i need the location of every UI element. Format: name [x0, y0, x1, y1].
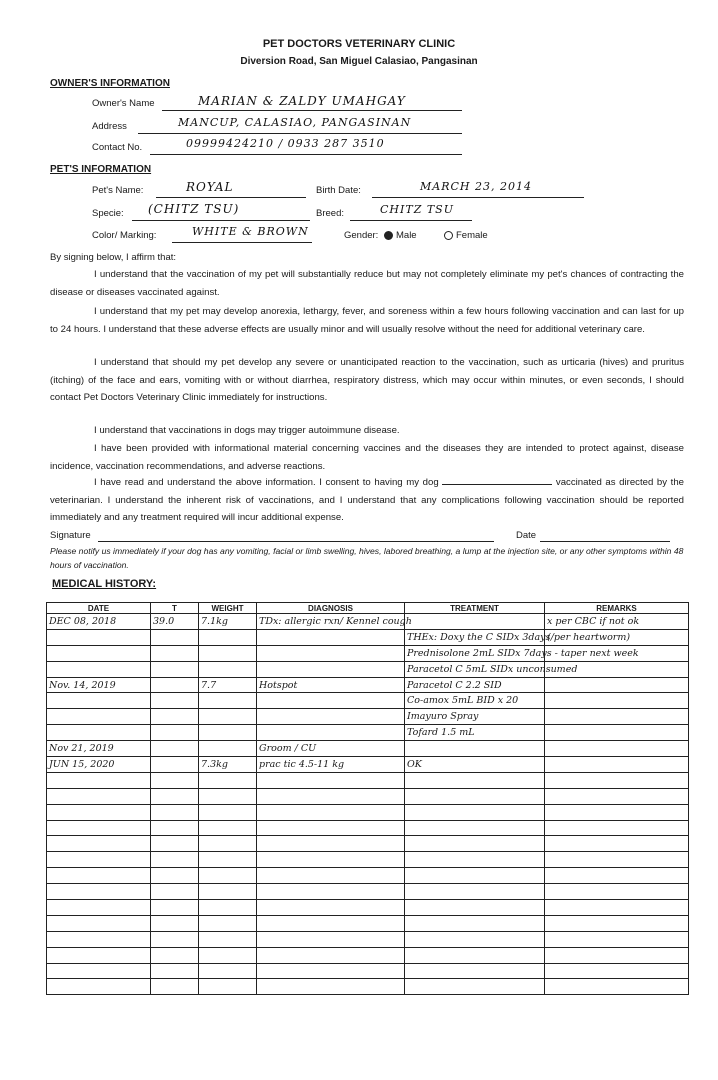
- cell-diagnosis[interactable]: [257, 772, 405, 788]
- table-row: [47, 677, 689, 693]
- table-row: [47, 963, 689, 979]
- cell-weight[interactable]: [199, 693, 257, 709]
- cell-date[interactable]: [47, 709, 151, 725]
- cell-temp[interactable]: [151, 820, 199, 836]
- cell-remarks[interactable]: [545, 931, 689, 947]
- table-row: [47, 836, 689, 852]
- cell-temp[interactable]: [151, 693, 199, 709]
- cell-treatment[interactable]: [405, 804, 545, 820]
- cell-diagnosis[interactable]: [257, 884, 405, 900]
- cell-weight[interactable]: [199, 868, 257, 884]
- cell-diagnosis[interactable]: Groom / CU: [257, 741, 405, 757]
- cell-treatment[interactable]: Prednisolone 2mL SIDx 7days - taper next week: [405, 645, 545, 661]
- cell-treatment[interactable]: [405, 852, 545, 868]
- consent-paragraph-5-text: I have been provided with informational material concerning vaccines and the diseases they are intended to protect against, disease incidence, vaccination recommendations, and adverse reactions.: [50, 443, 684, 472]
- pet-name-value[interactable]: ROYAL: [186, 180, 234, 194]
- cell-remarks[interactable]: [545, 900, 689, 916]
- cell-date[interactable]: JUN 15, 2020: [47, 757, 151, 773]
- cell-diagnosis[interactable]: [257, 661, 405, 677]
- cell-temp[interactable]: [151, 884, 199, 900]
- consent-paragraph-1-text: I understand that the vaccination of my pet will substantially reduce but may not completely eliminate my pet's chances of contracting the disease or diseases vaccinated against.: [50, 269, 684, 298]
- cell-diagnosis[interactable]: TDx: allergic rxn/ Kennel cough: [257, 614, 405, 630]
- color-marking-line: [172, 242, 312, 243]
- consent-paragraph-4-text: I understand that vaccinations in dogs may trigger autoimmune disease.: [94, 425, 400, 436]
- cell-remarks[interactable]: [545, 868, 689, 884]
- cell-weight[interactable]: [199, 709, 257, 725]
- cell-remarks[interactable]: [545, 725, 689, 741]
- table-row: [47, 788, 689, 804]
- cell-remarks[interactable]: [545, 741, 689, 757]
- gender-female-radio-icon[interactable]: [444, 231, 453, 240]
- cell-weight[interactable]: [199, 979, 257, 995]
- cell-date[interactable]: [47, 947, 151, 963]
- birth-date-value[interactable]: MARCH 23, 2014: [420, 180, 532, 193]
- header-temp: T: [151, 603, 199, 614]
- cell-temp[interactable]: [151, 900, 199, 916]
- cell-temp[interactable]: [151, 868, 199, 884]
- cell-weight[interactable]: [199, 931, 257, 947]
- cell-temp[interactable]: [151, 709, 199, 725]
- breed-line: [350, 220, 472, 221]
- cell-weight[interactable]: [199, 788, 257, 804]
- cell-weight[interactable]: [199, 947, 257, 963]
- cell-diagnosis[interactable]: [257, 629, 405, 645]
- cell-weight[interactable]: [199, 661, 257, 677]
- cell-treatment[interactable]: [405, 741, 545, 757]
- cell-weight[interactable]: [199, 820, 257, 836]
- cell-date[interactable]: [47, 820, 151, 836]
- cell-date[interactable]: [47, 836, 151, 852]
- table-row: [47, 725, 689, 741]
- owner-contact-value[interactable]: 09999424210 / 0933 287 3510: [186, 137, 385, 150]
- specie-line: [132, 220, 310, 221]
- cell-weight[interactable]: [199, 900, 257, 916]
- cell-treatment[interactable]: [405, 772, 545, 788]
- cell-temp[interactable]: [151, 725, 199, 741]
- cell-treatment[interactable]: [405, 820, 545, 836]
- gender-label: Gender:: [344, 230, 379, 241]
- cell-remarks[interactable]: [545, 804, 689, 820]
- cell-diagnosis[interactable]: [257, 725, 405, 741]
- cell-remarks[interactable]: [545, 963, 689, 979]
- owner-address-label: Address: [92, 121, 127, 132]
- cell-date[interactable]: [47, 661, 151, 677]
- specie-label: Specie:: [92, 208, 124, 219]
- cell-date[interactable]: Nov 21, 2019: [47, 741, 151, 757]
- birth-date-label: Birth Date:: [316, 185, 361, 196]
- medical-history-title: MEDICAL HISTORY:: [52, 578, 157, 590]
- cell-treatment[interactable]: Tofard 1.5 mL: [405, 725, 545, 741]
- cell-date[interactable]: [47, 804, 151, 820]
- cell-treatment[interactable]: [405, 884, 545, 900]
- gender-female-option[interactable]: [444, 230, 488, 241]
- consent-paragraph-6a-text: I have read and understand the above information. I consent to having my dog: [94, 477, 439, 488]
- header-treatment: TREATMENT: [405, 603, 545, 614]
- cell-temp[interactable]: [151, 804, 199, 820]
- cell-weight[interactable]: [199, 725, 257, 741]
- cell-diagnosis[interactable]: [257, 868, 405, 884]
- cell-date[interactable]: [47, 788, 151, 804]
- table-row: [47, 741, 689, 757]
- cell-diagnosis[interactable]: [257, 915, 405, 931]
- clinic-address: Diversion Road, San Miguel Calasiao, Pangasinan: [240, 56, 478, 67]
- table-row: [47, 915, 689, 931]
- cell-date[interactable]: [47, 645, 151, 661]
- cell-weight[interactable]: [199, 915, 257, 931]
- cell-diagnosis[interactable]: [257, 947, 405, 963]
- cell-diagnosis[interactable]: [257, 963, 405, 979]
- breed-value[interactable]: CHITZ TSU: [380, 203, 454, 216]
- cell-date[interactable]: [47, 629, 151, 645]
- birth-date-line: [372, 197, 584, 198]
- consent-paragraph-5: [50, 440, 684, 475]
- cell-treatment[interactable]: Imayuro Spray: [405, 709, 545, 725]
- cell-temp[interactable]: [151, 772, 199, 788]
- table-row: [47, 931, 689, 947]
- table-row: [47, 820, 689, 836]
- cell-treatment[interactable]: [405, 947, 545, 963]
- cell-diagnosis[interactable]: [257, 693, 405, 709]
- cell-diagnosis[interactable]: [257, 709, 405, 725]
- cell-remarks[interactable]: [545, 820, 689, 836]
- table-row: [47, 629, 689, 645]
- medical-history-table: [46, 602, 689, 995]
- table-row: [47, 852, 689, 868]
- cell-weight[interactable]: 7.3kg: [199, 757, 257, 773]
- table-row: [47, 693, 689, 709]
- header-diagnosis: DIAGNOSIS: [257, 603, 405, 614]
- cell-weight[interactable]: [199, 629, 257, 645]
- owner-name-label: Owner's Name: [92, 98, 155, 109]
- cell-treatment[interactable]: [405, 900, 545, 916]
- cell-treatment[interactable]: [405, 868, 545, 884]
- cell-date[interactable]: [47, 772, 151, 788]
- consent-paragraph-4: [50, 422, 684, 440]
- color-marking-value[interactable]: WHITE & BROWN: [192, 225, 309, 238]
- pet-name-line: [156, 197, 306, 198]
- header-weight: WEIGHT: [199, 603, 257, 614]
- cell-remarks[interactable]: [545, 757, 689, 773]
- table-row: [47, 645, 689, 661]
- post-vaccination-note: Please notify us immediately if your dog has any vomiting, facial or limb swelling, hives, labored breathing, a lump at the injection site, or any other symptoms within 48 hours of vaccination.: [50, 546, 684, 570]
- cell-remarks[interactable]: [545, 693, 689, 709]
- owner-section-title: OWNER'S INFORMATION: [50, 78, 170, 89]
- cell-remarks[interactable]: [545, 788, 689, 804]
- cell-date[interactable]: [47, 931, 151, 947]
- cell-remarks[interactable]: [545, 884, 689, 900]
- cell-remarks[interactable]: (/per heartworm): [545, 629, 689, 645]
- signature-label: Signature: [50, 530, 91, 541]
- cell-temp[interactable]: [151, 677, 199, 693]
- cell-temp[interactable]: [151, 963, 199, 979]
- cell-treatment[interactable]: [405, 836, 545, 852]
- table-row: [47, 884, 689, 900]
- pet-name-label: Pet's Name:: [92, 185, 144, 196]
- cell-remarks[interactable]: [545, 772, 689, 788]
- cell-date[interactable]: [47, 884, 151, 900]
- specie-value[interactable]: (CHITZ TSU): [148, 202, 240, 216]
- cell-weight[interactable]: [199, 741, 257, 757]
- cell-temp[interactable]: [151, 741, 199, 757]
- table-row: [47, 900, 689, 916]
- cell-diagnosis[interactable]: [257, 804, 405, 820]
- cell-date[interactable]: [47, 963, 151, 979]
- cell-treatment[interactable]: [405, 979, 545, 995]
- table-row: [47, 804, 689, 820]
- table-row: [47, 709, 689, 725]
- consent-paragraph-3-text: I understand that should my pet develop any severe or unanticipated reaction to the vaccination, such as urticaria (hives) and pruritus (itching) of the face and ears, vomiting with or without diarrhea, respiratory distress, which may occur within minutes, or even seconds, I should contact Pet Doctors Veterinary Clinic immediately for instructions.: [50, 357, 684, 403]
- owner-address-line: [138, 133, 462, 134]
- cell-diagnosis[interactable]: [257, 900, 405, 916]
- table-row: [47, 757, 689, 773]
- cell-diagnosis[interactable]: [257, 820, 405, 836]
- cell-temp[interactable]: [151, 931, 199, 947]
- dog-name-blank[interactable]: [442, 484, 552, 485]
- cell-treatment[interactable]: [405, 788, 545, 804]
- cell-date[interactable]: [47, 868, 151, 884]
- consent-paragraph-6b-text: vaccinated as directed by the veterinarian. I understand the inherent risk of vaccinations, and I understand that any complications following vaccination should be reported immediately and any treatment required will incur additional expense.: [50, 477, 684, 523]
- cell-treatment[interactable]: THEx: Doxy the C SIDx 3days: [405, 629, 545, 645]
- table-row: [47, 947, 689, 963]
- cell-weight[interactable]: 7.7: [199, 677, 257, 693]
- table-header-row: [47, 603, 689, 614]
- cell-treatment[interactable]: [405, 963, 545, 979]
- cell-temp[interactable]: [151, 629, 199, 645]
- table-row: [47, 661, 689, 677]
- cell-remarks[interactable]: [545, 852, 689, 868]
- clinic-name: PET DOCTORS VETERINARY CLINIC: [262, 38, 456, 50]
- consent-paragraph-1: [50, 266, 684, 301]
- gender-female-label: Female: [456, 230, 488, 241]
- cell-temp[interactable]: [151, 836, 199, 852]
- gender-male-option[interactable]: [384, 230, 417, 241]
- owner-contact-label: Contact No.: [92, 142, 143, 153]
- date-label: Date: [516, 530, 537, 541]
- cell-remarks[interactable]: [545, 836, 689, 852]
- cell-treatment[interactable]: [405, 931, 545, 947]
- table-row: [47, 868, 689, 884]
- breed-label: Breed:: [316, 208, 344, 219]
- consent-intro: By signing below, I affirm that:: [50, 252, 177, 263]
- cell-remarks[interactable]: [545, 915, 689, 931]
- cell-weight[interactable]: [199, 772, 257, 788]
- cell-temp[interactable]: [151, 979, 199, 995]
- cell-temp[interactable]: 39.0: [151, 614, 199, 630]
- cell-treatment[interactable]: [405, 915, 545, 931]
- cell-diagnosis[interactable]: Hotspot: [257, 677, 405, 693]
- cell-temp[interactable]: [151, 645, 199, 661]
- cell-date[interactable]: [47, 915, 151, 931]
- cell-diagnosis[interactable]: [257, 645, 405, 661]
- cell-weight[interactable]: 7.1kg: [199, 614, 257, 630]
- cell-remarks[interactable]: x per CBC if not ok: [545, 614, 689, 630]
- owner-contact-line: [150, 154, 462, 155]
- header-date: DATE: [47, 603, 151, 614]
- consent-paragraph-2-text: I understand that my pet may develop anorexia, lethargy, fever, and soreness within a few hours following vaccination and can last for up to 24 hours. I understand that these adverse effects are usually minor and will usually resolve without the need for additional veterinary care.: [50, 306, 684, 335]
- cell-temp[interactable]: [151, 757, 199, 773]
- cell-date[interactable]: [47, 693, 151, 709]
- cell-temp[interactable]: [151, 788, 199, 804]
- cell-weight[interactable]: [199, 645, 257, 661]
- table-row: [47, 614, 689, 630]
- cell-date[interactable]: [47, 979, 151, 995]
- date-line[interactable]: [540, 541, 670, 542]
- cell-treatment[interactable]: OK: [405, 757, 545, 773]
- consent-paragraph-6: [50, 474, 684, 527]
- cell-diagnosis[interactable]: [257, 931, 405, 947]
- consent-paragraph-2: [50, 303, 684, 338]
- cell-date[interactable]: [47, 852, 151, 868]
- consent-paragraph-3: [50, 354, 684, 407]
- cell-treatment[interactable]: Co-amox 5mL BID x 20: [405, 693, 545, 709]
- cell-weight[interactable]: [199, 963, 257, 979]
- cell-diagnosis[interactable]: [257, 852, 405, 868]
- cell-temp[interactable]: [151, 852, 199, 868]
- cell-date[interactable]: [47, 900, 151, 916]
- cell-diagnosis[interactable]: prac tic 4.5-11 kg: [257, 757, 405, 773]
- cell-date[interactable]: DEC 08, 2018: [47, 614, 151, 630]
- pet-section-title: PET'S INFORMATION: [50, 164, 152, 175]
- cell-weight[interactable]: [199, 884, 257, 900]
- cell-diagnosis[interactable]: [257, 979, 405, 995]
- signature-line[interactable]: [98, 541, 494, 542]
- owner-address-value[interactable]: MANCUP, CALASIAO, PANGASINAN: [178, 116, 412, 129]
- cell-temp[interactable]: [151, 915, 199, 931]
- color-marking-label: Color/ Marking:: [92, 230, 157, 241]
- cell-diagnosis[interactable]: [257, 788, 405, 804]
- gender-male-radio-icon[interactable]: [384, 231, 393, 240]
- owner-name-line: [162, 110, 462, 111]
- cell-weight[interactable]: [199, 852, 257, 868]
- cell-remarks[interactable]: [545, 979, 689, 995]
- cell-remarks[interactable]: [545, 677, 689, 693]
- cell-weight[interactable]: [199, 804, 257, 820]
- cell-date[interactable]: Nov. 14, 2019: [47, 677, 151, 693]
- table-row: [47, 772, 689, 788]
- owner-name-value[interactable]: MARIAN & ZALDY UMAHGAY: [198, 94, 406, 108]
- cell-treatment[interactable]: Paracetol C 5mL SIDx unconsumed: [405, 661, 545, 677]
- cell-treatment[interactable]: [405, 614, 545, 630]
- cell-date[interactable]: [47, 725, 151, 741]
- header-remarks: REMARKS: [545, 603, 689, 614]
- cell-remarks[interactable]: [545, 709, 689, 725]
- cell-temp[interactable]: [151, 661, 199, 677]
- gender-male-label: Male: [396, 230, 417, 241]
- cell-weight[interactable]: [199, 836, 257, 852]
- table-row: [47, 979, 689, 995]
- cell-diagnosis[interactable]: [257, 836, 405, 852]
- cell-temp[interactable]: [151, 947, 199, 963]
- cell-treatment[interactable]: Paracetol C 2.2 SID: [405, 677, 545, 693]
- cell-remarks[interactable]: [545, 947, 689, 963]
